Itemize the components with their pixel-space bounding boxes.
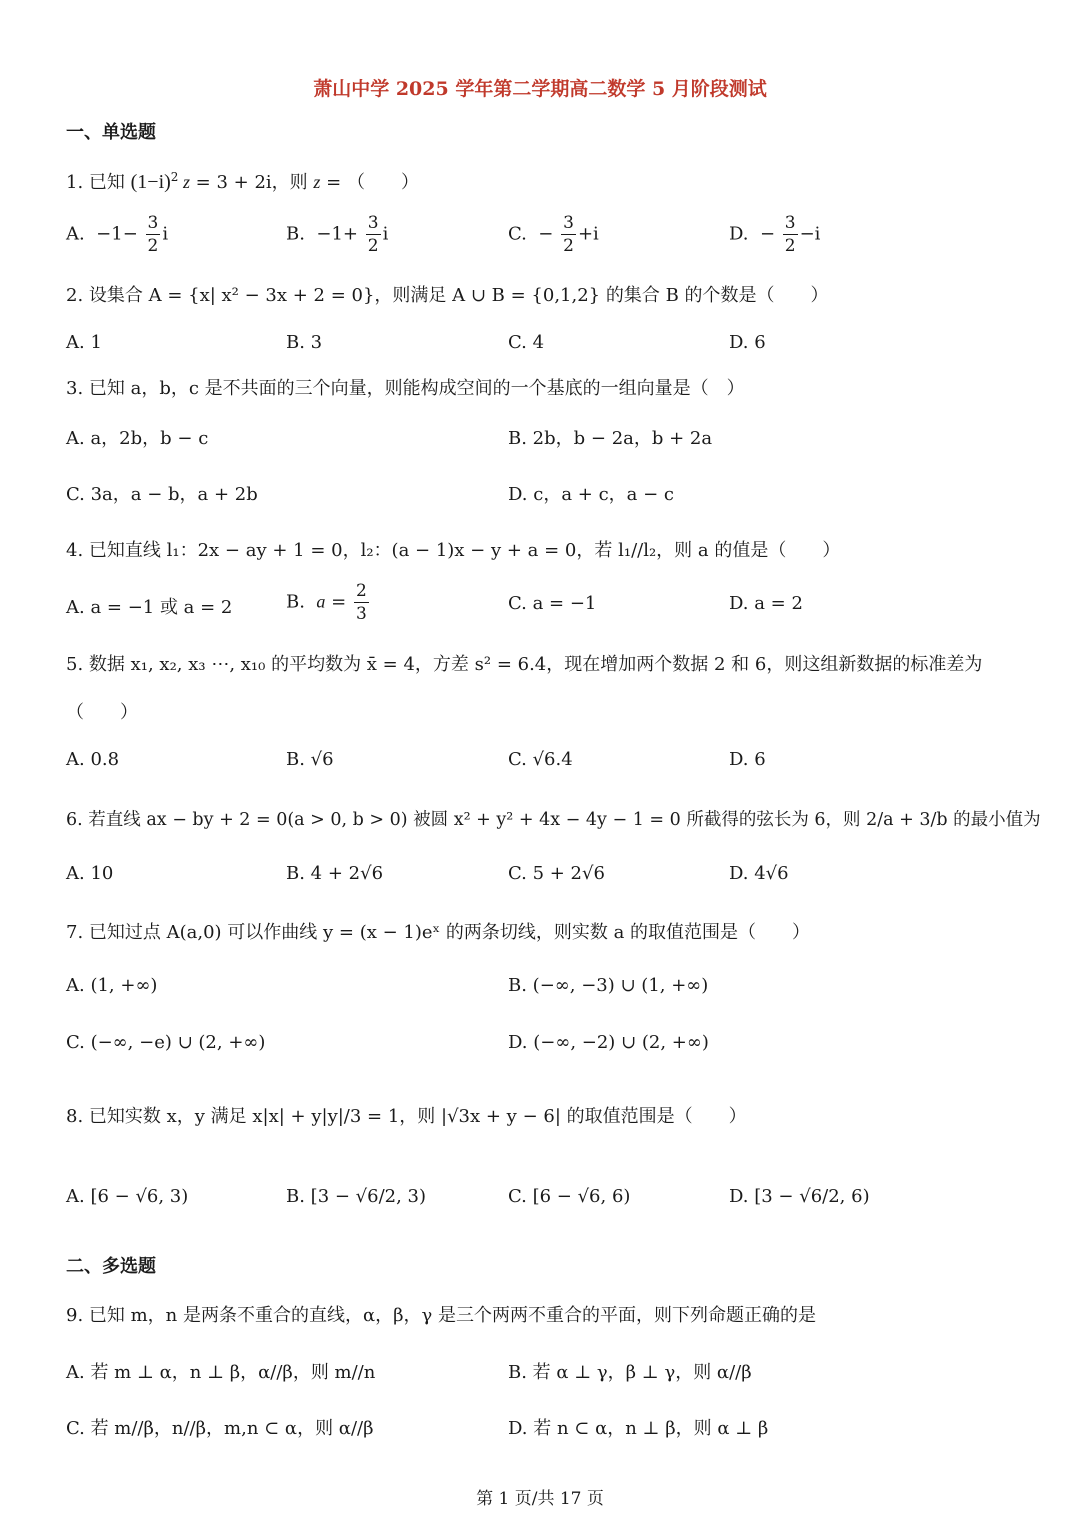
q9-option-c: C. 若 m//β，n//β，m,n ⊂ α，则 α//β <box>66 1418 374 1439</box>
q5-option-b: B. √6 <box>286 749 334 770</box>
q7-option-d: D. (−∞, −2) ∪ (2, +∞) <box>508 1032 709 1053</box>
q6-option-b: B. 4 + 2√6 <box>286 863 384 884</box>
question-1: 1. 已知 $(1-i)^2$ z = 3 + 2i，则 z = （ ） <box>66 170 419 193</box>
q7-option-c: C. (−∞, −e) ∪ (2, +∞) <box>66 1032 266 1053</box>
question-1-prefix: 1. 已知 <box>66 172 125 193</box>
q4-option-b: B. a = $\frac{2}{3}$ <box>286 581 367 624</box>
q8-option-c: C. [6 − √6, 6) <box>508 1186 631 1207</box>
q9-option-d: D. 若 n ⊂ α，n ⊥ β，则 α ⊥ β <box>508 1418 769 1439</box>
q7-option-b: B. (−∞, −3) ∪ (1, +∞) <box>508 975 709 996</box>
q7-option-a: A. (1, +∞) <box>66 975 158 996</box>
question-7: 7. 已知过点 A(a,0) 可以作曲线 y = (x − 1)eˣ 的两条切线，则实数 a 的取值范围是（ ） <box>66 922 811 943</box>
q6-option-d: D. 4√6 <box>729 863 789 884</box>
q6-option-a: A. 10 <box>66 863 114 884</box>
q3-option-d: D. c，a + c，a − c <box>508 484 674 505</box>
q5-option-a: A. 0.8 <box>66 749 120 770</box>
q1-option-d: D. − $\frac{3}{2}$ −i <box>729 213 821 256</box>
q4-option-d: D. a = 2 <box>729 593 803 614</box>
question-9: 9. 已知 m，n 是两条不重合的直线，α，β，γ 是三个两两不重合的平面，则下列命题正确的是 <box>66 1305 817 1326</box>
q3-option-b: B. 2b，b − 2a，b + 2a <box>508 428 713 449</box>
q8-option-a: A. [6 − √6, 3) <box>66 1186 189 1207</box>
q5-option-c: C. √6.4 <box>508 749 573 770</box>
page-footer: 第 1 页/共 17 页 <box>476 1489 604 1509</box>
question-5-paren: （ ） <box>66 702 138 723</box>
q2-option-d: D. 6 <box>729 332 766 353</box>
q2-option-a: A. 1 <box>66 332 102 353</box>
q6-option-c: C. 5 + 2√6 <box>508 863 605 884</box>
q3-option-c: C. 3a，a − b，a + 2b <box>66 484 258 505</box>
page-title: 萧山中学 2025 学年第二学期高二数学 5 月阶段测试 <box>313 78 767 100</box>
q3-option-a: A. a，2b，b − c <box>66 428 209 449</box>
q9-option-b: B. 若 α ⊥ γ，β ⊥ γ，则 α//β <box>508 1362 752 1383</box>
question-5: 5. 数据 x₁, x₂, x₃ ⋯, x₁₀ 的平均数为 x̄ = 4，方差 s² = 6.4，现在增加两个数据 2 和 6，则这组新数据的标准差为 <box>66 654 983 675</box>
question-8: 8. 已知实数 x，y 满足 x|x| + y|y|/3 = 1，则 |√3x + y − 6| 的取值范围是（ ） <box>66 1106 747 1127</box>
q1-option-b: B. −1+ $\frac{3}{2}$ i <box>286 213 389 256</box>
section-heading-single-choice: 一、单选题 <box>66 122 156 143</box>
q1-option-a: A. −1− $\frac{3}{2}$ i <box>66 213 169 256</box>
question-6: 6. 若直线 ax − by + 2 = 0(a > 0, b > 0) 被圆 x² + y² + 4x − 4y − 1 = 0 所截得的弦长为 6，则 2/a + 3/b 的最小值为 <box>66 810 1041 830</box>
q2-option-c: C. 4 <box>508 332 545 353</box>
q9-option-a: A. 若 m ⊥ α，n ⊥ β，α//β，则 m//n <box>66 1362 376 1383</box>
question-3: 3. 已知 a，b，c 是不共面的三个向量，则能构成空间的一个基底的一组向量是（ ） <box>66 378 745 399</box>
q4-option-c: C. a = −1 <box>508 593 597 614</box>
q8-option-b: B. [3 − √6/2, 3) <box>286 1186 427 1207</box>
q1-option-c: C. − $\frac{3}{2}$ +i <box>508 213 599 256</box>
q5-option-d: D. 6 <box>729 749 766 770</box>
q2-option-b: B. 3 <box>286 332 323 353</box>
q4-option-a: A. a = −1 或 a = 2 <box>66 597 233 618</box>
question-2: 2. 设集合 A = {x| x² − 3x + 2 = 0}，则满足 A ∪ B = {0,1,2} 的集合 B 的个数是（ ） <box>66 285 829 306</box>
question-4: 4. 已知直线 l₁：2x − ay + 1 = 0，l₂：(a − 1)x − y + a = 0，若 l₁//l₂，则 a 的值是（ ） <box>66 540 841 561</box>
q8-option-d: D. [3 − √6/2, 6) <box>729 1186 870 1207</box>
section-heading-multiple-choice: 二、多选题 <box>66 1256 156 1277</box>
